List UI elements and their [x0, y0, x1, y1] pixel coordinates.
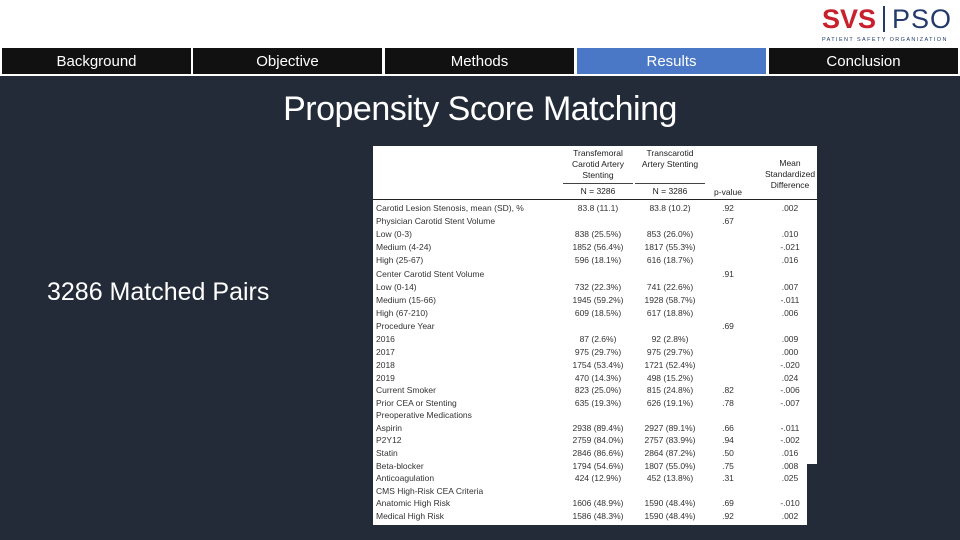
row-value: .67 [722, 216, 734, 227]
header-transfemoral: Transfemoral Carotid Artery Stenting [572, 148, 624, 180]
header-msd: Mean Standardized Difference [764, 158, 816, 190]
row-value: 424 (12.9%) [574, 473, 622, 484]
row-value: .69 [722, 498, 734, 509]
row-value: 1928 (58.7%) [644, 294, 696, 305]
row-value: .000 [781, 347, 799, 358]
row-value: .010 [781, 229, 799, 240]
row-value: 616 (18.7%) [646, 255, 694, 266]
row-value: 1586 (48.3%) [572, 511, 624, 521]
row-label: Prior CEA or Stenting [376, 397, 457, 408]
header-tf-n: N = 3286 [580, 186, 616, 196]
row-label: Medium (4-24) [376, 242, 432, 253]
row-value: -.010 [780, 498, 800, 509]
row-label: P2Y12 [376, 435, 402, 446]
row-value: .50 [722, 448, 734, 458]
row-value: 1945 (59.2%) [572, 294, 624, 305]
row-value: .31 [722, 473, 734, 484]
row-label: Low (0-14) [376, 281, 417, 292]
row-value: 596 (18.1%) [574, 255, 622, 266]
row-value: 92 (2.8%) [651, 334, 689, 344]
row-value: 2864 (87.2%) [644, 448, 696, 458]
row-label: 2017 [376, 347, 395, 358]
row-value: 83.8 (11.1) [577, 203, 619, 213]
header-pvalue: p-value [714, 187, 742, 197]
row-value: 2938 (89.4%) [572, 422, 624, 433]
tab-results[interactable]: Results [577, 48, 766, 74]
row-value: .78 [722, 397, 734, 408]
row-value: .016 [781, 255, 799, 266]
row-label: Physician Carotid Stent Volume [376, 216, 496, 227]
row-label: Medical High Risk [376, 511, 445, 521]
row-label: Current Smoker [376, 385, 436, 395]
row-value: .002 [781, 511, 799, 521]
logo-divider [883, 6, 885, 32]
row-value: -.011 [780, 422, 800, 433]
row-value: .69 [722, 320, 734, 331]
row-value: .92 [722, 203, 734, 213]
row-label: Procedure Year [376, 320, 435, 331]
row-value: -.002 [780, 435, 800, 446]
row-label: Preoperative Medications [376, 410, 472, 421]
tab-conclusion[interactable]: Conclusion [769, 48, 958, 74]
row-label: Low (0-3) [376, 229, 412, 240]
row-value: -.021 [780, 242, 800, 253]
row-value: 1590 (48.4%) [644, 498, 696, 509]
matching-table-bottom [373, 383, 807, 525]
row-value: 975 (29.7%) [646, 347, 694, 358]
row-value: .75 [722, 460, 734, 471]
row-label: Anticoagulation [376, 473, 435, 484]
row-value: .94 [722, 435, 734, 446]
row-value: .82 [722, 385, 734, 395]
row-value: 498 (15.2%) [646, 373, 694, 384]
header-rule-tf [563, 183, 633, 184]
logo-svs-text: SVS [821, 4, 876, 34]
row-label: Beta-blocker [376, 460, 424, 471]
row-value: 1852 (56.4%) [572, 242, 624, 253]
row-value: 626 (19.1%) [646, 397, 694, 408]
row-value: .025 [781, 473, 799, 484]
row-value: 1606 (48.9%) [572, 498, 624, 509]
row-label: Statin [376, 448, 398, 458]
row-value: 1754 (53.4%) [572, 360, 624, 371]
row-value: 2759 (84.0%) [572, 435, 624, 446]
row-value: 2846 (86.6%) [572, 448, 624, 458]
row-label: Anatomic High Risk [376, 498, 451, 509]
row-value: .006 [781, 307, 799, 318]
row-value: 823 (25.0%) [574, 385, 622, 395]
row-value: .008 [781, 460, 799, 471]
row-label: 2016 [376, 334, 395, 344]
row-label: 2019 [376, 373, 395, 384]
row-value: 470 (14.3%) [574, 373, 622, 384]
row-value: .002 [781, 203, 799, 213]
row-value: .66 [722, 422, 734, 433]
row-value: .91 [722, 268, 734, 279]
row-value: 87 (2.6%) [579, 334, 617, 344]
row-value: .024 [781, 373, 799, 384]
tab-methods[interactable]: Methods [385, 48, 574, 74]
row-value: 83.8 (10.2) [649, 203, 691, 213]
row-value: 1794 (54.6%) [572, 460, 624, 471]
tab-background[interactable]: Background [2, 48, 191, 74]
logo-subtitle: PATIENT SAFETY ORGANIZATION [821, 37, 948, 43]
row-label: CMS High-Risk CEA Criteria [376, 485, 484, 496]
row-label: Medium (15-66) [376, 294, 436, 305]
row-value: 2927 (89.1%) [644, 422, 696, 433]
row-value: 838 (25.5%) [574, 229, 622, 240]
row-value: -.006 [780, 385, 800, 395]
logo-pso-text: PSO [891, 4, 952, 34]
header-rule-tc [635, 183, 705, 184]
row-value: 1721 (52.4%) [644, 360, 696, 371]
row-value: 2757 (83.9%) [644, 435, 696, 446]
row-value: 617 (18.8%) [646, 307, 694, 318]
row-value: .009 [781, 334, 799, 344]
row-value: 1590 (48.4%) [644, 511, 696, 521]
row-value: -.007 [780, 397, 800, 408]
row-value: 853 (26.0%) [646, 229, 694, 240]
row-value: 1817 (55.3%) [644, 242, 696, 253]
row-value: 741 (22.6%) [646, 281, 694, 292]
svs-pso-logo [822, 4, 952, 46]
matched-pairs-text: 3286 Matched Pairs [47, 278, 270, 306]
row-value: 635 (19.3%) [574, 397, 622, 408]
row-label: 2018 [376, 360, 395, 371]
row-value: 815 (24.8%) [646, 385, 694, 395]
row-value: .007 [781, 281, 799, 292]
section-tabs [0, 47, 960, 76]
row-value: .92 [722, 511, 734, 521]
row-label: High (25-67) [376, 255, 424, 266]
tab-objective[interactable]: Objective [193, 48, 382, 74]
row-label: Carotid Lesion Stenosis, mean (SD), % [376, 203, 524, 213]
row-value: 1807 (55.0%) [644, 460, 696, 471]
row-value: 732 (22.3%) [574, 281, 622, 292]
top-bar [0, 0, 960, 47]
row-value: -.011 [780, 294, 800, 305]
row-label: Center Carotid Stent Volume [376, 268, 485, 279]
row-value: 975 (29.7%) [574, 347, 622, 358]
header-transcarotid: Transcarotid Artery Stenting [641, 148, 699, 169]
row-value: 609 (18.5%) [574, 307, 622, 318]
row-value: .016 [781, 448, 799, 458]
slide-title: Propensity Score Matching [283, 90, 677, 128]
row-value: 452 (13.8%) [646, 473, 694, 484]
header-bottom-rule [373, 199, 817, 200]
header-tc-n: N = 3286 [652, 186, 688, 196]
row-label: Aspirin [376, 422, 402, 433]
row-label: High (67-210) [376, 307, 428, 318]
row-value: -.020 [780, 360, 800, 371]
